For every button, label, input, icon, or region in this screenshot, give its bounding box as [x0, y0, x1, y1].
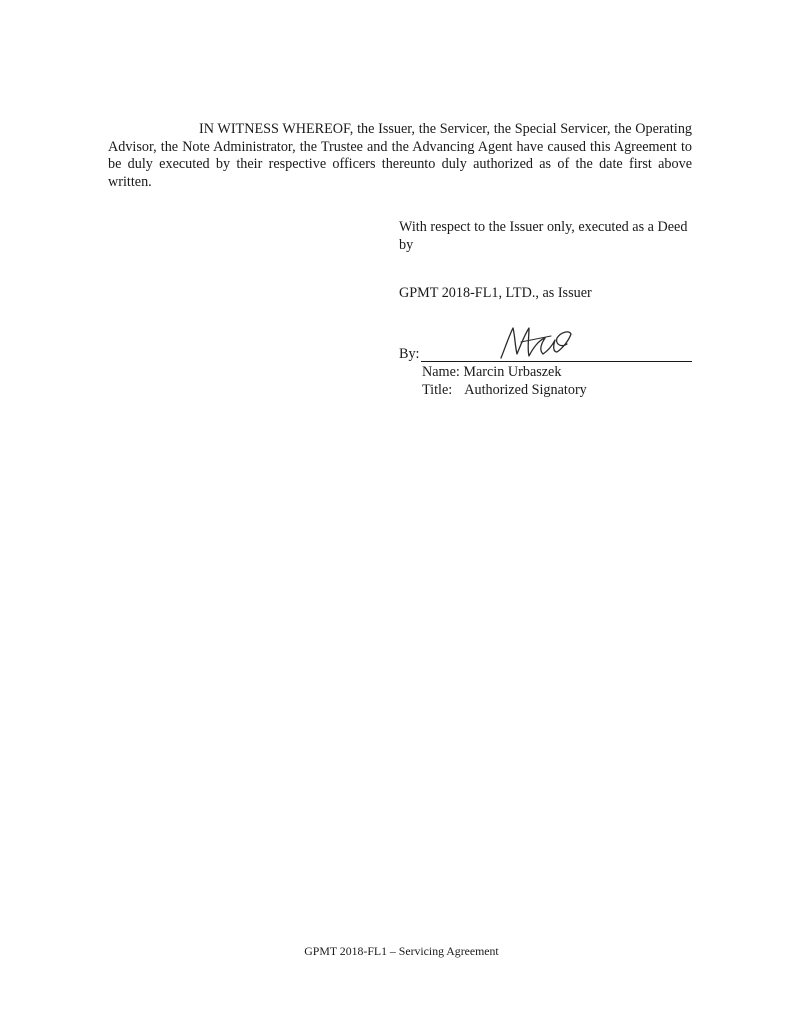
title-label: Title: [422, 382, 453, 398]
handwritten-signature [495, 322, 579, 362]
issuer-deed-note: With respect to the Issuer only, executed as a Deed by [399, 219, 688, 253]
signatory-name: Name: Marcin Urbaszek [422, 364, 562, 380]
title-value: Authorized Signatory [464, 382, 587, 398]
signature-line-row [399, 346, 692, 366]
signatory-title [422, 382, 587, 400]
page-footer: GPMT 2018-FL1 – Servicing Agreement [304, 944, 499, 958]
by-label: By: [399, 346, 420, 362]
witness-paragraph: IN WITNESS WHEREOF, the Issuer, the Servicer, the Special Servicer, the Operating Advisor, the Note Administrator, the Trustee and the Advancing Agent have caused this Agreement to be duly executed by their respective officers thereunto duly authorized as of the date first above written. [108, 121, 692, 190]
issuer-entity-name: GPMT 2018-FL1, LTD., as Issuer [399, 285, 592, 301]
